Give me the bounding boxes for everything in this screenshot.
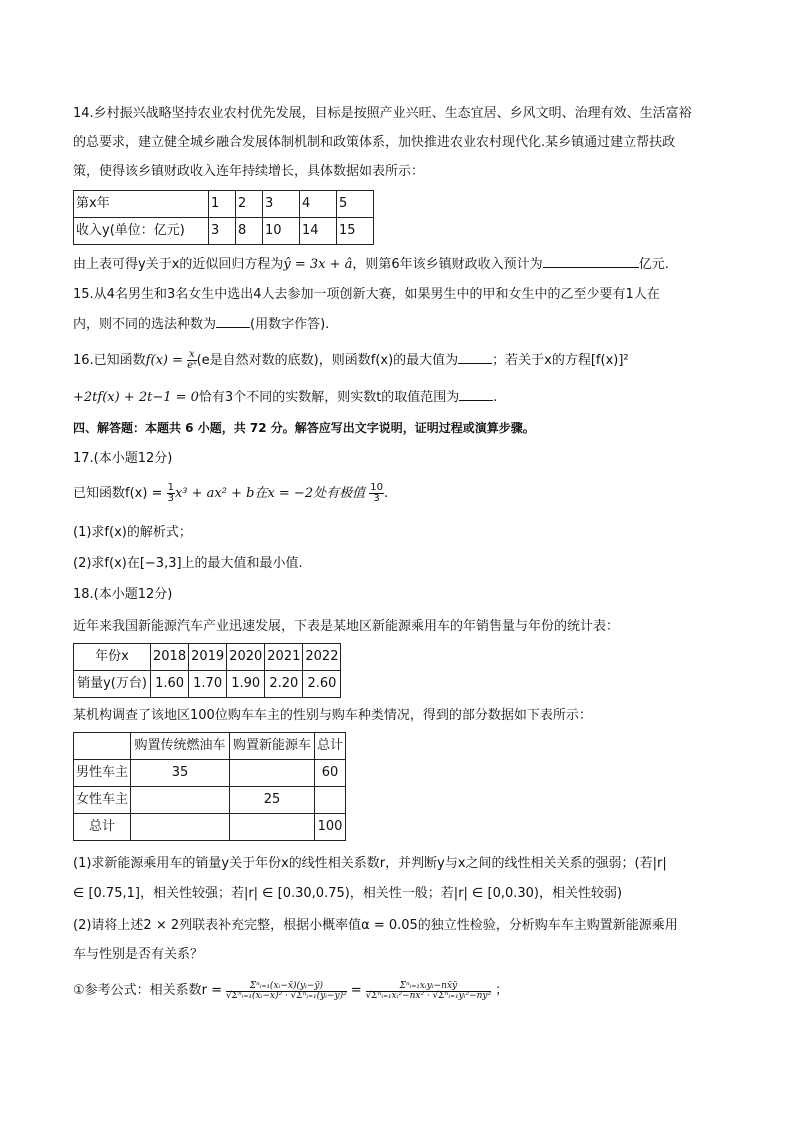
text: 恰有3个不同的实数解，则实数t的取值范围为 (198, 390, 460, 405)
section-heading: 四、解答题：本题共 6 小题，共 72 分。解答应写出文字说明，证明过程或演算步骤。 (73, 421, 535, 435)
text: 亿元. (638, 257, 669, 272)
table-cell: 女性车主 (74, 787, 131, 814)
table-cell: 购置新能源车 (230, 733, 315, 760)
fraction-denominator: 3 (167, 493, 174, 504)
table-cell: 14 (300, 218, 337, 245)
table-cell: 销量y(万台) (74, 671, 151, 698)
q18-heading: 18.(本小题12分) (73, 587, 173, 602)
text: (用数字作答). (250, 317, 330, 332)
table-row (74, 191, 374, 218)
table-cell: 15 (337, 218, 374, 245)
table-cell: 总计 (315, 733, 346, 760)
q17-stem (73, 483, 388, 504)
table-cell: 10 (263, 218, 300, 245)
fraction (226, 982, 347, 1001)
table-cell: 2021 (265, 644, 303, 671)
table-cell: 5 (337, 191, 374, 218)
q18-part1-line2: ∈ [0.75,1]，相关性较强；若|r| ∈ [0.30,0.75)，相关性一般；若|r| ∈ [0,0.30)，相关性较弱) (73, 886, 623, 901)
q18-intro: 近年来我国新能源汽车产业迅速发展，下表是某地区新能源乘用车的年销售量与年份的统计表： (73, 619, 620, 634)
q15-line2 (73, 315, 329, 334)
q17-part2: (2)求f(x)在[−3,3]上的最大值和最小值. (73, 556, 303, 571)
text: ； (495, 983, 509, 999)
text: ，则第6年该乡镇财政收入预计为 (352, 257, 543, 272)
table-cell: 2 (236, 191, 263, 218)
q18-part2-line1: (2)请将上述2 × 2列联表补充完整，根据小概率值α = 0.05的独立性检验，分析购车车主购置新能源乘用 (73, 918, 678, 933)
table-cell: 第x年 (74, 191, 209, 218)
table-row (74, 760, 346, 787)
table-cell (230, 760, 315, 787)
table-cell: 1.60 (151, 671, 189, 698)
text: (e是自然对数的底数)，则函数f(x)的最大值为 (196, 353, 459, 368)
text: . (383, 486, 389, 501)
text: ①参考公式：相关系数r = (73, 983, 223, 999)
fraction-numerator: 10 (370, 482, 383, 493)
fraction-numerator: Σⁿᵢ₌₁(xᵢ−x̄)(yᵢ−ȳ) (226, 982, 347, 992)
answer-blank (543, 255, 639, 268)
table-cell: 25 (230, 787, 315, 814)
q16-line1 (73, 350, 629, 371)
answer-blank (459, 388, 493, 401)
table-cell: 2020 (227, 644, 265, 671)
regression-equation: ŷ = 3x + â (283, 257, 353, 272)
q14-line2: 的总要求，建立健全城乡融合发展体制机制和政策体系，加快推进农业农村现代化.某乡镇通过建立帮扶政 (73, 135, 676, 150)
fraction (369, 483, 384, 504)
text: 由上表可得y关于x的近似回归方程为 (73, 257, 284, 272)
table-cell: 总计 (74, 814, 131, 841)
answer-blank (458, 351, 492, 364)
text: 已知函数f(x) = (73, 486, 163, 501)
table-cell: 年份x (74, 644, 151, 671)
table-cell: 100 (315, 814, 346, 841)
equation: +2tf(x) + 2t−1 = 0 (73, 390, 199, 405)
table-cell: 2018 (151, 644, 189, 671)
text: 16.已知函数 (73, 353, 146, 368)
fraction-numerator: Σⁿᵢ₌₁xᵢyᵢ−nx̄ȳ (366, 982, 491, 992)
table-cell (230, 814, 315, 841)
table-cell (315, 787, 346, 814)
table-row (74, 787, 346, 814)
fraction-denominator: √Σⁿᵢ₌₁xᵢ²−nx̄² · √Σⁿᵢ₌₁yᵢ²−nȳ² (365, 991, 492, 1001)
table-cell (131, 787, 230, 814)
q14-table (73, 190, 374, 245)
table-cell: 35 (131, 760, 230, 787)
table-row (74, 814, 346, 841)
text: 内，则不同的选法种数为 (73, 317, 217, 332)
table-cell: 3 (263, 191, 300, 218)
q15-line1: 15.从4名男生和3名女生中选出4人去参加一项创新大赛，如果男生中的甲和女生中的乙至少要有1人在 (73, 287, 660, 302)
table-cell: 8 (236, 218, 263, 245)
q18-formula (73, 982, 508, 1001)
table-row (74, 644, 341, 671)
table-row (74, 671, 341, 698)
function-def: f(x) = (145, 353, 183, 368)
text: = (350, 983, 362, 999)
text: . (493, 390, 498, 405)
table-cell (74, 733, 131, 760)
q17-part1: (1)求f(x)的解析式； (73, 525, 192, 540)
table-cell: 购置传统燃油车 (131, 733, 230, 760)
q18-part2-line2: 车与性别是否有关系？ (73, 947, 204, 962)
q18-sales-table (73, 643, 341, 698)
equation: x³ + ax² + b在x = −2处有极值 (174, 486, 366, 501)
table-cell: 2022 (303, 644, 341, 671)
fraction-numerator: 1 (167, 482, 174, 493)
table-cell: 3 (209, 218, 236, 245)
q14-line1: 14.乡村振兴战略坚持农业农村优先发展，目标是按照产业兴旺、生态宜居、乡风文明、治理有效、生活富裕 (73, 106, 692, 121)
fraction-denominator: eˣ (187, 360, 197, 371)
table-cell (131, 814, 230, 841)
fraction-denominator: √Σⁿᵢ₌₁(xᵢ−x̄)² · √Σⁿᵢ₌₁(yᵢ−ȳ)² (226, 991, 347, 1001)
fraction-denominator: 3 (373, 493, 380, 504)
table-row (74, 218, 374, 245)
table-cell: 1.90 (227, 671, 265, 698)
q18-part1-line1: (1)求新能源乘用车的销量y关于年份x的线性相关系数r，并判断y与x之间的线性相关关系的强弱；(若|r| (73, 856, 667, 871)
fraction (167, 483, 175, 504)
table-cell: 1.70 (189, 671, 227, 698)
table-cell: 2019 (189, 644, 227, 671)
q16-line2 (73, 388, 497, 407)
text: ；若关于x的方程[f(x)]² (492, 353, 629, 368)
q17-heading: 17.(本小题12分) (73, 451, 173, 466)
q18-contingency-table (73, 732, 346, 841)
fraction (366, 982, 491, 1001)
fraction (187, 350, 196, 371)
q14-conclusion (73, 255, 669, 274)
q18-intro2: 某机构调查了该地区100位购车车主的性别与购车种类情况，得到的部分数据如下表所示： (73, 708, 592, 723)
table-cell: 男性车主 (74, 760, 131, 787)
q14-line3: 策，使得该乡镇财政收入连年持续增长，具体数据如表所示： (73, 164, 425, 179)
table-cell: 收入y(单位：亿元) (74, 218, 209, 245)
table-cell: 4 (300, 191, 337, 218)
table-cell: 2.20 (265, 671, 303, 698)
table-row (74, 733, 346, 760)
table-cell: 1 (209, 191, 236, 218)
answer-blank (216, 315, 250, 328)
fraction-numerator: x (189, 349, 195, 360)
table-cell: 60 (315, 760, 346, 787)
table-cell: 2.60 (303, 671, 341, 698)
